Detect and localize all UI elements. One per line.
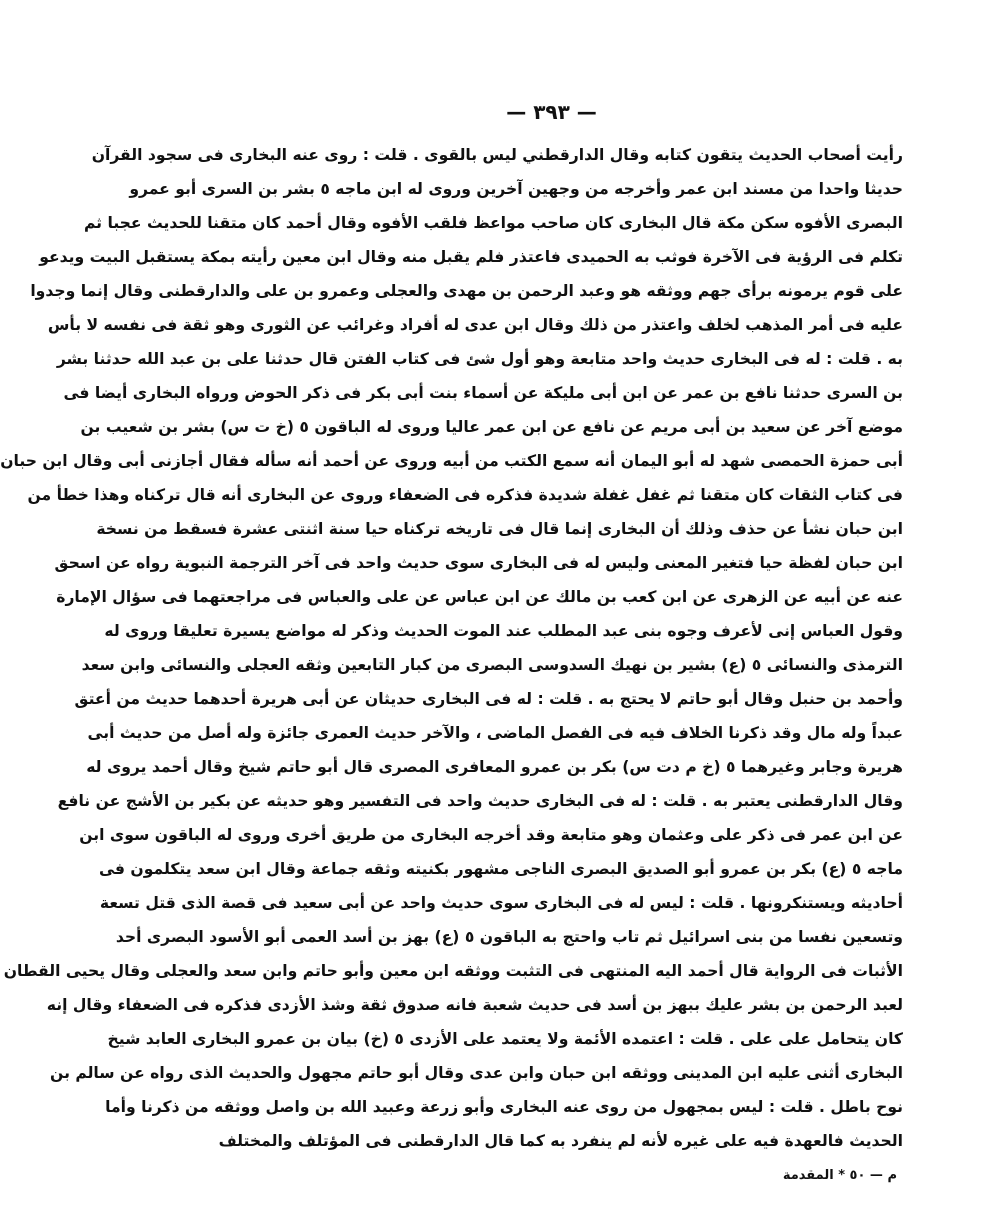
text-line: البصرى الأفوه سكن مكة قال البخارى كان صاحب مواعظ فلقب الأفوه وقال أحمد كان متقنا للحديث عجبا ثم — [83, 214, 903, 232]
text-line: تكلم فى الرؤية فى الآخرة فوثب به الحميدى فاعتذر فلم يقبل منه وقال ابن معين رأيته بمكة يستقبل البيت ويدعو — [39, 248, 903, 266]
text-line: عبداً وله مال وقد ذكرنا الخلاف فيه فى الفصل الماضى ، والآخر حديث العمرى جائزة وله أصل من حديث أبى — [87, 724, 903, 742]
text-line: موضع آخر عن سعيد بن أبى مريم عن نافع عن ابن عمر عاليا وروى له الباقون ٥ (خ ت س) بشر بن شعيب بن — [80, 418, 903, 436]
text-line: أحاديثه ويستنكرونها . قلت : ليس له فى البخارى سوى حديث واحد عن أبى سعيد فى قصة الذى قتل تسعة — [99, 894, 903, 912]
text-line: البخارى أثنى عليه ابن المدينى ووثقه ابن حبان وابن عدى وقال أبو حاتم مجهول والحديث الذى رواه عن سالم بن — [50, 1064, 903, 1082]
text-line: فى كتاب الثقات كان متقنا ثم غفل غفلة شديدة فذكره فى الضعفاء وروى عن البخارى أنه قال تركناه وهذا خطأ من — [27, 486, 903, 504]
text-line: وقال الدارقطنى يعتبر به . قلت : له فى البخارى حديث واحد فى التفسير وهو حديثه عن بكير بن الأشج عن نافع — [57, 792, 903, 810]
text-line: وأحمد بن حنبل وقال أبو حاتم لا يحتج به . قلت : له فى البخارى حديثان عن أبى هريرة أحدهما حديث من أعتق — [74, 690, 903, 708]
text-line: لعبد الرحمن بن بشر عليك ببهز بن أسد فى حديث شعبة فانه صدوق ثقة وشذ الأزدى فذكره فى الضعفاء وقال إنه — [46, 996, 903, 1014]
text-line: وقول العباس إنى لأعرف وجوه بنى عبد المطلب عند الموت الحديث وذكر له مواضع يسيرة تعليقا وروى له — [104, 622, 903, 640]
text-line: الترمذى والنسائى ٥ (ع) بشير بن نهيك السدوسى البصرى من كبار التابعين وثقه العجلى والنسائى وابن سعد — [81, 656, 903, 674]
footer-signature: م — ٥٠ * المقدمة — [782, 1168, 897, 1183]
text-line: رأيت أصحاب الحديث يتقون كتابه وقال الدارقطني ليس بالقوى . قلت : روى عنه البخارى فى سجود القرآن — [91, 146, 903, 164]
text-line: عنه عن أبيه عن الزهرى عن ابن كعب بن مالك عن ابن عباس عن على والعباس فى مراجعتهما فى سؤال الإمارة — [56, 588, 903, 606]
text-line: هريرة وجابر وغيرهما ٥ (خ م دت س) بكر بن عمرو المعافرى المصرى قال أبو حاتم شيخ وقال أحمد يروى له — [86, 758, 903, 776]
text-line: ماجه ٥ (ع) بكر بن عمرو أبو الصديق البصرى الناجى مشهور بكنيته وثقه جماعة وقال ابن سعد يتكلمون فى — [99, 860, 903, 878]
text-line-last: الحديث فالعهدة فيه على غيره لأنه لم ينفرد به كما قال الدارقطنى فى المؤتلف والمختلف — [218, 1132, 903, 1150]
text-line: وتسعين نفسا من بنى اسرائيل ثم تاب واحتج به الباقون ٥ (ع) بهز بن أسد العمى أبو الأسود البصرى أحد — [115, 928, 903, 946]
text-line: أبى حمزة الحمصى شهد له أبو اليمان أنه سمع الكتب من أبيه وروى عن أحمد أنه سأله فقال أجازنى أبى وقال ابن حبان — [0, 452, 903, 470]
text-line: ابن حبان نشأ عن حذف وذلك أن البخارى إنما قال فى تاريخه تركناه حيا سنة اثنتى عشرة فسقط من نسخة — [96, 520, 903, 538]
text-line: نوح باطل . قلت : ليس بمجهول من روى عنه البخارى وأبو زرعة وعبيد الله بن واصل ووثقه من ذكرنا وأما — [105, 1098, 903, 1116]
page-number: — ٣٩٣ — — [506, 100, 597, 124]
text-line: به . قلت : له فى البخارى حديث واحد متابعة وهو أول شئ فى كتاب الفتن قال حدثنا على بن عبد الله حدثنا بشر — [56, 350, 903, 368]
body-text — [0, 138, 903, 1158]
text-line: الأثبات فى الرواية قال أحمد اليه المنتهى فى التثبت ووثقه ابن معين وأبو حاتم وابن سعد والعجلى وقال يحيى القطان — [3, 962, 903, 980]
text-line: عن ابن عمر فى ذكر على وعثمان وهو متابعة وقد أخرجه البخارى من طريق أخرى وروى له الباقون سوى ابن — [79, 826, 903, 844]
text-line: كان يتحامل على على . قلت : اعتمده الأئمة ولا يعتمد على الأزدى ٥ (خ) بيان بن عمرو البخارى العابد شيخ — [107, 1030, 903, 1048]
text-line: عليه فى أمر المذهب لخلف واعتذر من ذلك وقال ابن عدى له أفراد وغرائب عن الثورى وهو ثقة فى نفسه لا بأس — [47, 316, 903, 334]
text-line: ابن حبان لفظة حيا فتغير المعنى وليس له فى البخارى سوى حديث واحد فى آخر الترجمة النبوية رواه عن اسحق — [54, 554, 903, 572]
text-line: حديثا واحدا من مسند ابن عمر وأخرجه من وجهين آخرين وروى له ابن ماجه ٥ بشر بن السرى أبو عمرو — [129, 180, 903, 198]
text-line: على قوم يرمونه برأى جهم ووثقه هو وعبد الرحمن بن مهدى والعجلى وعمرو بن على والدارقطنى وقال إنما وجدوا — [30, 282, 903, 300]
text-line: بن السرى حدثنا نافع بن عمر عن ابن أبى مليكة عن أسماء بنت أبى بكر فى ذكر الحوض ورواه البخارى أيضا فى — [63, 384, 903, 402]
